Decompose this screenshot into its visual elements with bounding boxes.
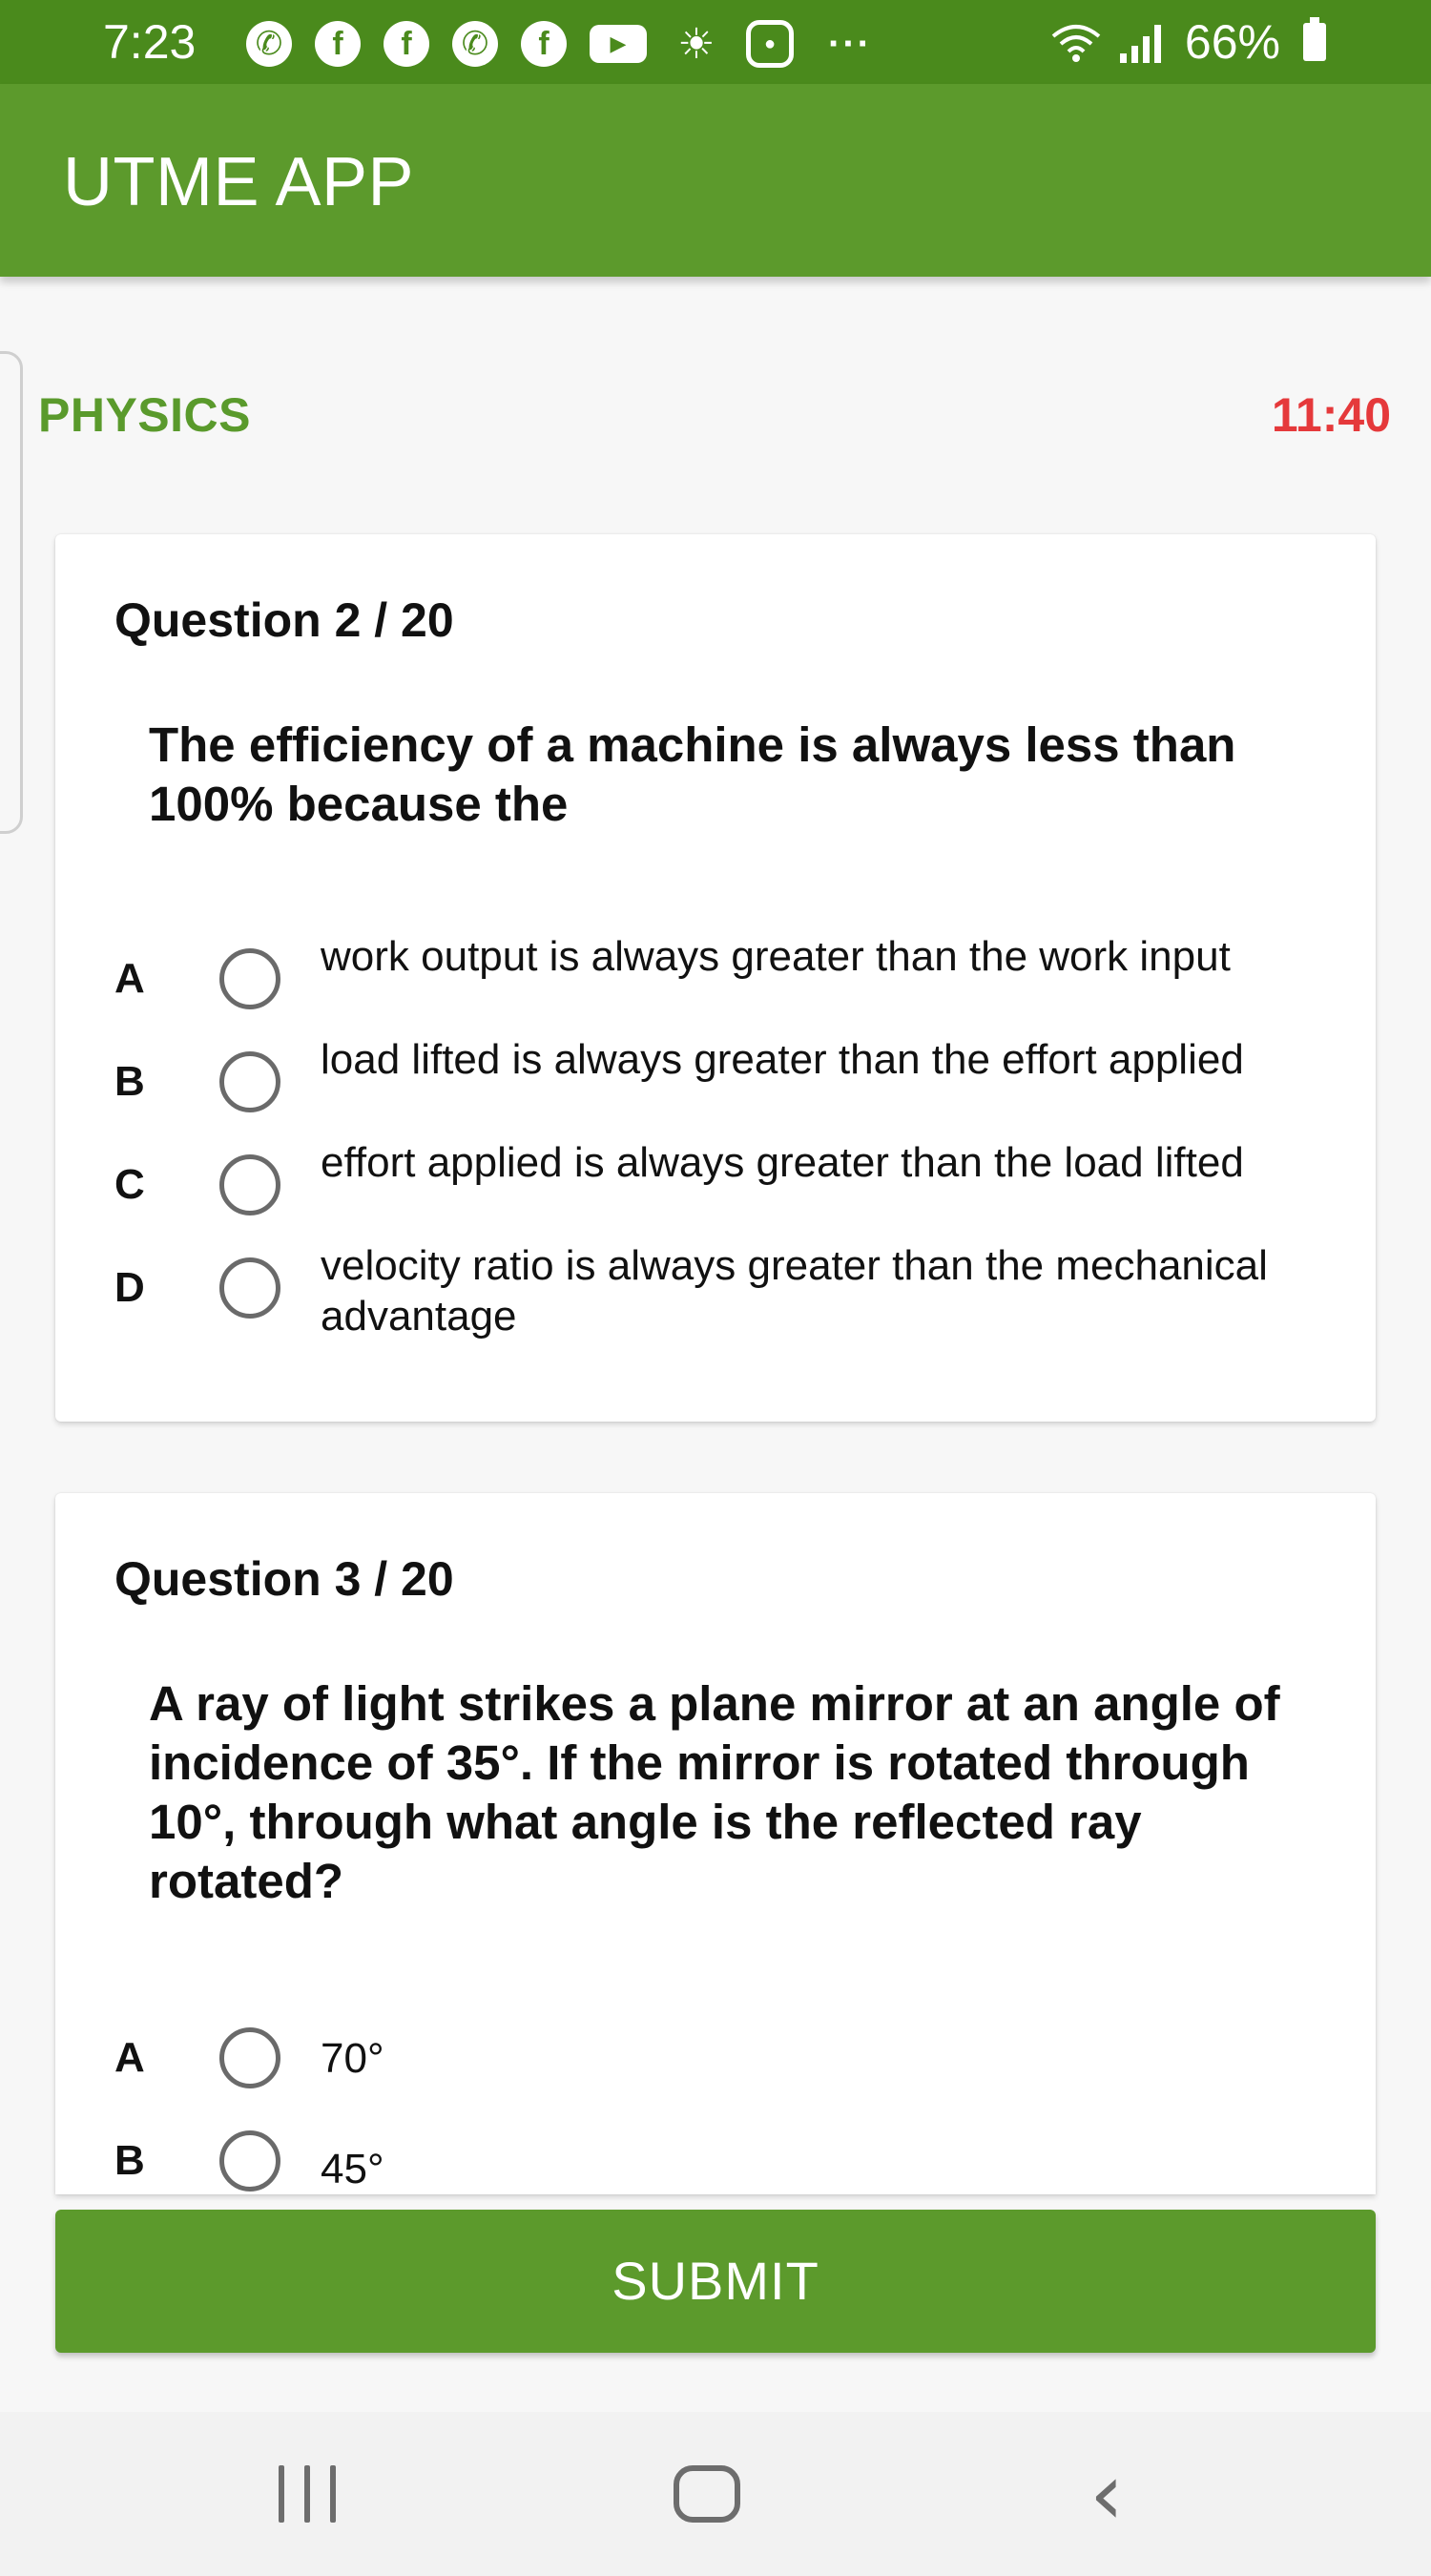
instagram-icon: ● <box>746 20 794 68</box>
facebook-icon: f <box>315 21 361 67</box>
status-bar <box>0 0 1431 84</box>
radio-button[interactable] <box>219 1154 280 1215</box>
option-text: work output is always greater than the work input <box>321 933 1231 980</box>
option-letter: D <box>114 1264 145 1311</box>
option-letter: B <box>114 1058 145 1105</box>
whatsapp-icon: ✆ <box>246 21 292 67</box>
status-time: 7:23 <box>103 15 197 69</box>
weather-icon: ☀ <box>677 20 716 68</box>
question-text: A ray of light strikes a plane mirror at an angle of incidence of 35°. If the mirror is rotated through 10°, through what angle is the reflected ray rotated? <box>149 1676 1280 1908</box>
radio-button[interactable] <box>219 2130 280 2192</box>
question-card <box>55 1493 1376 2194</box>
notification-icons <box>246 19 906 69</box>
app-bar <box>0 84 1431 277</box>
whatsapp-icon: ✆ <box>452 21 498 67</box>
question-text: The efficiency of a machine is always less than 100% because the <box>149 717 1236 831</box>
status-right <box>1049 13 1326 71</box>
option-text: 70° <box>321 2035 384 2082</box>
app-title: UTME APP <box>63 144 415 220</box>
battery-percent: 66% <box>1184 15 1280 69</box>
radio-button[interactable] <box>219 1051 280 1112</box>
edge-panel-handle[interactable] <box>0 351 23 834</box>
radio-button[interactable] <box>219 948 280 1009</box>
option-letter: B <box>114 2137 145 2184</box>
option-text: effort applied is always greater than the load lifted <box>321 1139 1244 1186</box>
question-number: Question 2 / 20 <box>114 593 454 647</box>
facebook-icon: f <box>384 21 429 67</box>
radio-button[interactable] <box>219 1257 280 1319</box>
submit-button[interactable]: SUBMIT <box>55 2210 1376 2353</box>
option-letter: C <box>114 1161 145 1208</box>
question-card <box>55 534 1376 1422</box>
radio-button[interactable] <box>219 2027 280 2088</box>
youtube-icon: ▶ <box>590 25 647 63</box>
facebook-icon: f <box>521 21 567 67</box>
subject-label: PHYSICS <box>38 388 252 442</box>
recent-apps-icon[interactable] <box>279 2465 336 2523</box>
countdown-timer: 11:40 <box>1271 388 1391 442</box>
back-icon[interactable]: ‹ <box>1089 2444 1124 2545</box>
battery-icon <box>1303 23 1326 61</box>
option-letter: A <box>114 955 145 1002</box>
wifi-icon <box>1049 21 1103 63</box>
question-number: Question 3 / 20 <box>114 1552 454 1606</box>
signal-icon <box>1120 21 1168 63</box>
option-text: 45° <box>321 2146 384 2192</box>
option-text: load lifted is always greater than the effort applied <box>321 1036 1244 1083</box>
home-icon[interactable] <box>674 2465 740 2523</box>
option-text: velocity ratio is always greater than the mechanical advantage <box>321 1242 1268 1340</box>
navigation-bar <box>0 2412 1431 2576</box>
option-letter: A <box>114 2034 145 2081</box>
more-icon: ··· <box>828 22 872 65</box>
